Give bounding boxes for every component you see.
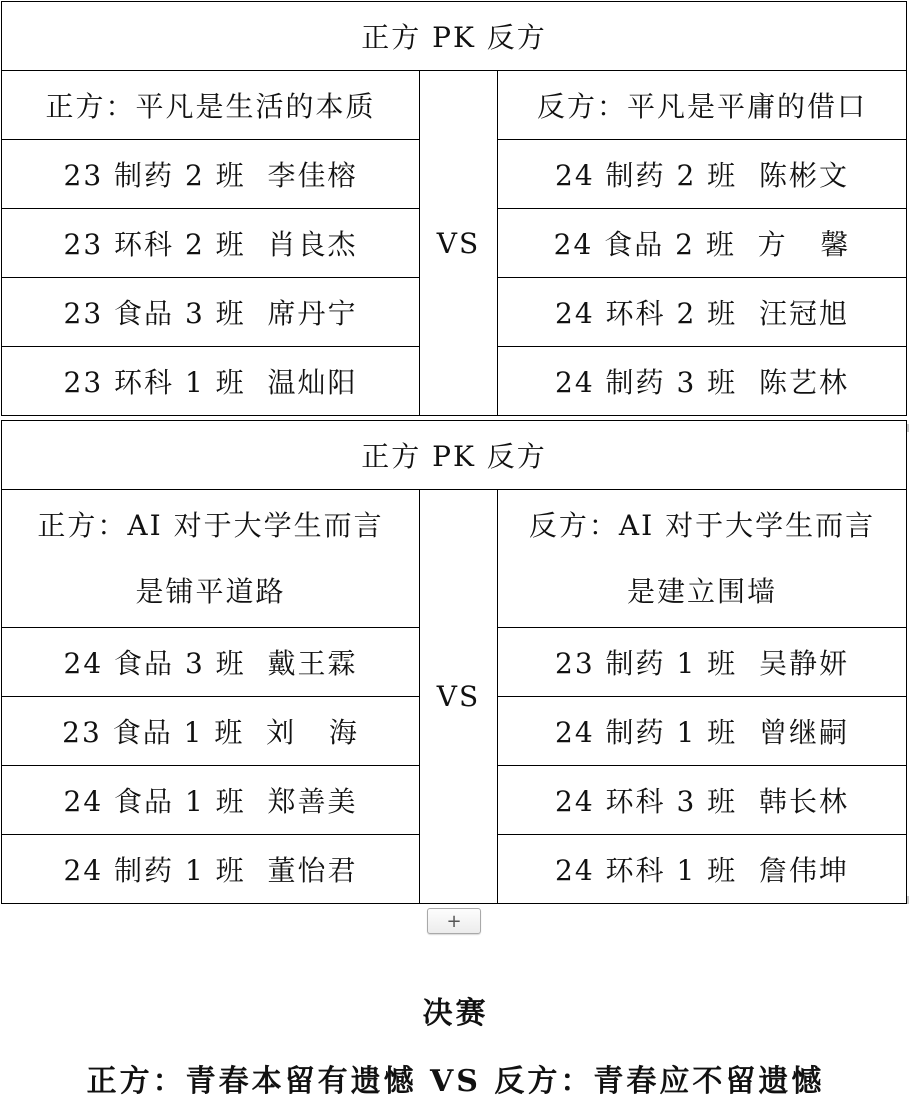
con-team-cell: 23 制药 1 班 吴静妍 (498, 628, 907, 697)
table-resize-handle[interactable] (907, 896, 909, 904)
con-team-cell: 24 环科 1 班 詹伟坤 (498, 835, 907, 904)
vs-label: VS (420, 490, 498, 904)
match-header: 正方 PK 反方 (2, 421, 907, 490)
pro-team-cell: 24 制药 1 班 董怡君 (2, 835, 420, 904)
con-team-cell: 24 制药 3 班 陈艺林 (498, 347, 907, 416)
pro-team-cell: 23 环科 2 班 肖良杰 (2, 209, 420, 278)
plus-icon: + (446, 910, 462, 932)
con-motion: 反方：平凡是平庸的借口 (498, 71, 907, 140)
con-motion: 反方：AI 对于大学生而言 是建立围墙 (498, 490, 907, 628)
match-header: 正方 PK 反方 (2, 2, 907, 71)
table-resize-handle[interactable] (907, 424, 909, 432)
pro-team-cell: 23 食品 3 班 席丹宁 (2, 278, 420, 347)
vs-label: VS (420, 71, 498, 416)
con-team-cell: 24 制药 2 班 陈彬文 (498, 140, 907, 209)
pro-motion: 正方：AI 对于大学生而言 是铺平道路 (2, 490, 420, 628)
con-team-cell: 24 食品 2 班 方 馨 (498, 209, 907, 278)
finals-title: 决赛 (422, 996, 489, 1031)
pro-team-cell: 23 制药 2 班 李佳榕 (2, 140, 420, 209)
pro-team-cell: 23 食品 1 班 刘 海 (2, 697, 420, 766)
pro-team-cell: 24 食品 3 班 戴王霖 (2, 628, 420, 697)
con-team-cell: 24 环科 2 班 汪冠旭 (498, 278, 907, 347)
add-row-button[interactable] (427, 908, 481, 934)
pro-motion: 正方：平凡是生活的本质 (2, 71, 420, 140)
con-team-cell: 24 制药 1 班 曾继嗣 (498, 697, 907, 766)
con-team-cell: 24 环科 3 班 韩长林 (498, 766, 907, 835)
pro-team-cell: 23 环科 1 班 温灿阳 (2, 347, 420, 416)
finals-topic: 正方：青春本留有遗憾 VS 反方：青春应不留遗憾 (86, 1064, 825, 1099)
pro-team-cell: 24 食品 1 班 郑善美 (2, 766, 420, 835)
match-table-1 (1, 1, 907, 416)
match-table-2 (1, 420, 907, 904)
